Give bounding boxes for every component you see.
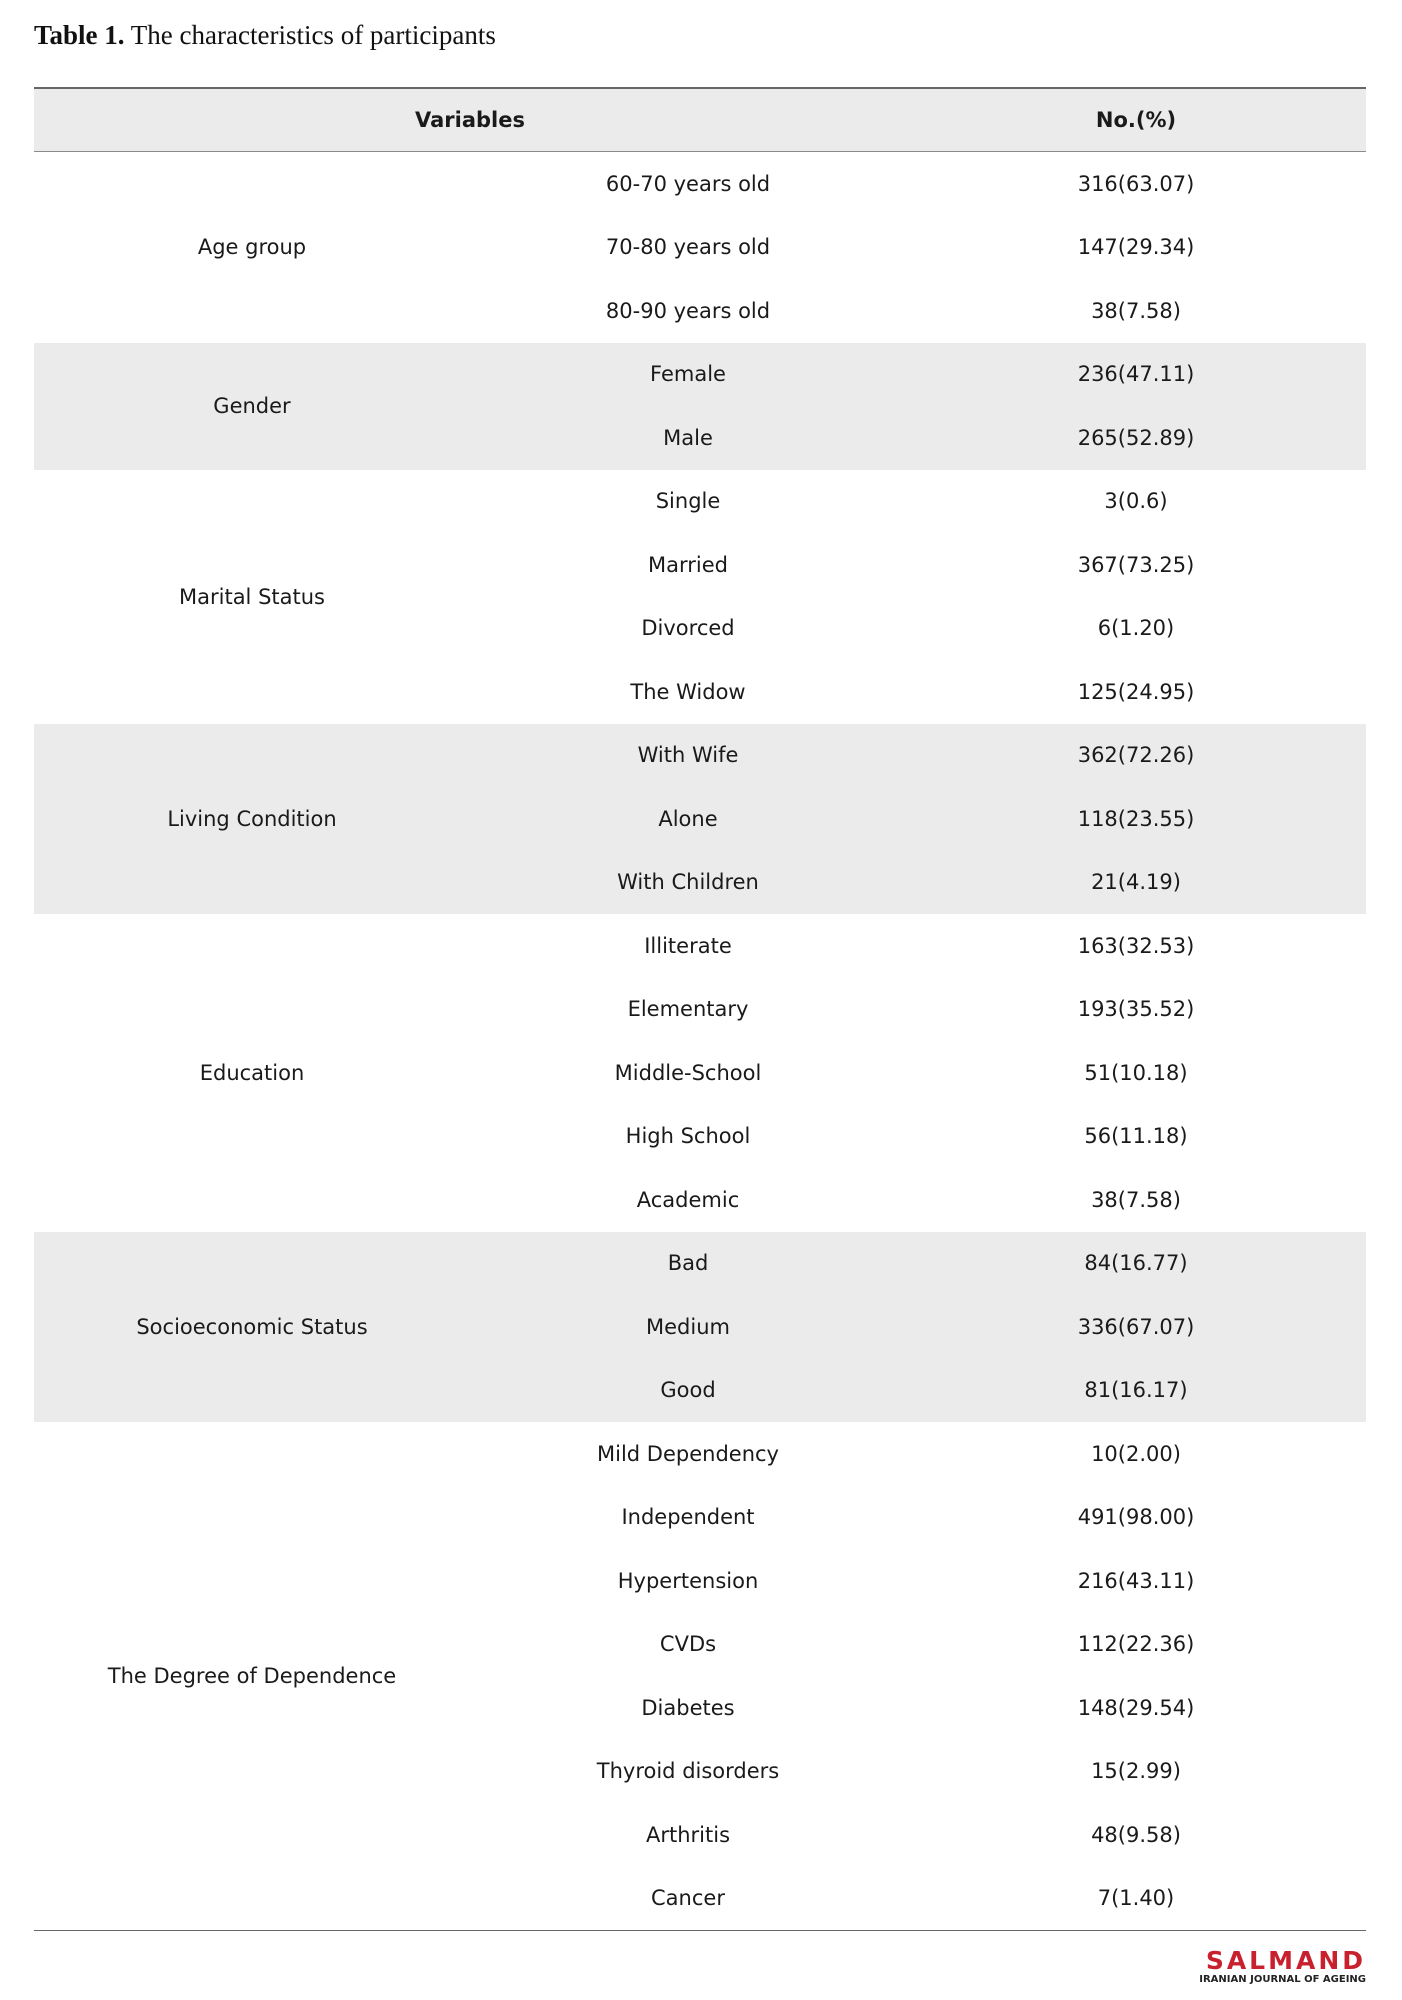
row-category: 70-80 years old <box>605 235 771 260</box>
table-group <box>34 343 1366 470</box>
row-value: 84(16.77) <box>1084 1251 1188 1276</box>
table-body <box>34 152 1366 1930</box>
row-value: 147(29.34) <box>1077 235 1195 260</box>
table-row <box>470 914 1366 978</box>
group-rows <box>470 343 1366 470</box>
row-value: 38(7.58) <box>1091 1187 1181 1212</box>
table-row <box>470 1041 1366 1105</box>
row-value: 125(24.95) <box>1077 679 1195 704</box>
table-row <box>470 279 1366 343</box>
row-value: 6(1.20) <box>1097 616 1175 641</box>
row-category: Diabetes <box>641 1695 735 1720</box>
row-value: 51(10.18) <box>1084 1060 1188 1085</box>
table-row <box>470 343 1366 407</box>
group-rows <box>470 152 1366 343</box>
table-row <box>470 597 1366 661</box>
table-row <box>470 1803 1366 1867</box>
row-category: Female <box>650 362 726 387</box>
group-rows <box>470 470 1366 724</box>
journal-logo-subtitle: IRANIAN JOURNAL OF AGEING <box>1199 1974 1366 1985</box>
row-category: Divorced <box>641 616 735 641</box>
table-row <box>470 1105 1366 1169</box>
row-category: 80-90 years old <box>605 298 771 323</box>
group-rows <box>470 724 1366 915</box>
row-category: Thyroid disorders <box>596 1759 780 1784</box>
table-row <box>470 978 1366 1042</box>
row-category: CVDs <box>659 1632 717 1657</box>
table-row <box>470 406 1366 470</box>
group-name: Age group <box>197 235 307 260</box>
row-category: Mild Dependency <box>597 1441 779 1466</box>
row-category: Single <box>655 489 721 514</box>
table-row <box>470 1613 1366 1677</box>
row-value: 316(63.07) <box>1077 171 1195 196</box>
table-row <box>470 1295 1366 1359</box>
row-value: 491(98.00) <box>1077 1505 1195 1530</box>
table-group <box>34 1232 1366 1423</box>
table-group <box>34 152 1366 343</box>
group-name: The Degree of Dependence <box>107 1664 397 1688</box>
row-category: Independent <box>621 1505 755 1530</box>
row-category: Medium <box>646 1314 730 1339</box>
participants-table <box>34 87 1366 1931</box>
row-category: Middle-School <box>614 1060 762 1085</box>
table-row <box>470 533 1366 597</box>
row-category: Arthritis <box>645 1822 731 1847</box>
group-rows <box>470 1422 1366 1930</box>
row-value: 193(35.52) <box>1077 997 1195 1022</box>
table-row <box>470 1359 1366 1423</box>
row-value: 56(11.18) <box>1084 1124 1188 1149</box>
row-category: With Wife <box>637 743 739 768</box>
row-category: High School <box>625 1124 751 1149</box>
row-category: Hypertension <box>617 1568 759 1593</box>
row-value: 163(32.53) <box>1077 933 1195 958</box>
row-value: 3(0.6) <box>1104 489 1168 514</box>
row-value: 10(2.00) <box>1091 1441 1181 1466</box>
table-caption <box>34 20 496 51</box>
row-value: 362(72.26) <box>1077 743 1195 768</box>
row-value: 265(52.89) <box>1077 425 1195 450</box>
header-variables: Variables <box>415 108 525 132</box>
row-category: 60-70 years old <box>605 171 771 196</box>
row-value: 367(73.25) <box>1077 552 1195 577</box>
group-name: Living Condition <box>167 806 337 831</box>
row-category: Married <box>648 552 728 577</box>
row-value: 7(1.40) <box>1097 1886 1175 1911</box>
row-category: The Widow <box>630 679 746 704</box>
table-row <box>470 1168 1366 1232</box>
row-value: 15(2.99) <box>1091 1759 1181 1784</box>
group-name: Socioeconomic Status <box>136 1314 368 1339</box>
group-name: Marital Status <box>179 584 325 609</box>
header-count-percent: No.(%) <box>1095 108 1177 132</box>
table-caption-label: Table 1. <box>34 20 125 50</box>
table-row <box>470 1549 1366 1613</box>
row-category: Bad <box>667 1251 709 1276</box>
row-value: 38(7.58) <box>1091 298 1181 323</box>
table-row <box>470 1232 1366 1296</box>
row-value: 21(4.19) <box>1091 870 1181 895</box>
row-value: 48(9.58) <box>1091 1822 1181 1847</box>
table-row <box>470 787 1366 851</box>
table-header <box>34 87 1366 152</box>
table-row <box>470 1867 1366 1931</box>
table-bottom-rule <box>34 1930 1366 1931</box>
group-rows <box>470 1232 1366 1423</box>
table-row <box>470 152 1366 216</box>
row-category: Alone <box>658 806 718 831</box>
table-row <box>470 851 1366 915</box>
table-group <box>34 1422 1366 1930</box>
group-name: Gender <box>213 394 291 418</box>
row-category: Cancer <box>651 1886 725 1911</box>
row-value: 118(23.55) <box>1077 806 1195 831</box>
table-row <box>470 1676 1366 1740</box>
table-caption-text: The characteristics of participants <box>124 20 496 50</box>
group-name: Education <box>199 1060 305 1085</box>
table-row <box>470 660 1366 724</box>
row-category: Male <box>663 425 713 450</box>
table-group <box>34 724 1366 915</box>
row-value: 216(43.11) <box>1077 1568 1195 1593</box>
row-value: 336(67.07) <box>1077 1314 1195 1339</box>
row-value: 148(29.54) <box>1077 1695 1195 1720</box>
row-value: 81(16.17) <box>1084 1378 1188 1403</box>
table-row <box>470 1422 1366 1486</box>
row-value: 112(22.36) <box>1077 1632 1195 1657</box>
row-value: 236(47.11) <box>1077 362 1195 387</box>
row-category: With Children <box>617 870 759 895</box>
group-rows <box>470 914 1366 1232</box>
table-row <box>470 1740 1366 1804</box>
table-group <box>34 914 1366 1232</box>
table-row <box>470 216 1366 280</box>
table-row <box>470 1486 1366 1550</box>
table-row <box>470 470 1366 534</box>
table-row <box>470 724 1366 788</box>
row-category: Elementary <box>627 997 749 1022</box>
journal-logo-brand: SALMAND <box>1205 1946 1366 1975</box>
table-group <box>34 470 1366 724</box>
row-category: Illiterate <box>644 933 732 958</box>
journal-logo <box>1199 1948 1366 1986</box>
row-category: Academic <box>636 1187 740 1212</box>
row-category: Good <box>660 1378 716 1403</box>
